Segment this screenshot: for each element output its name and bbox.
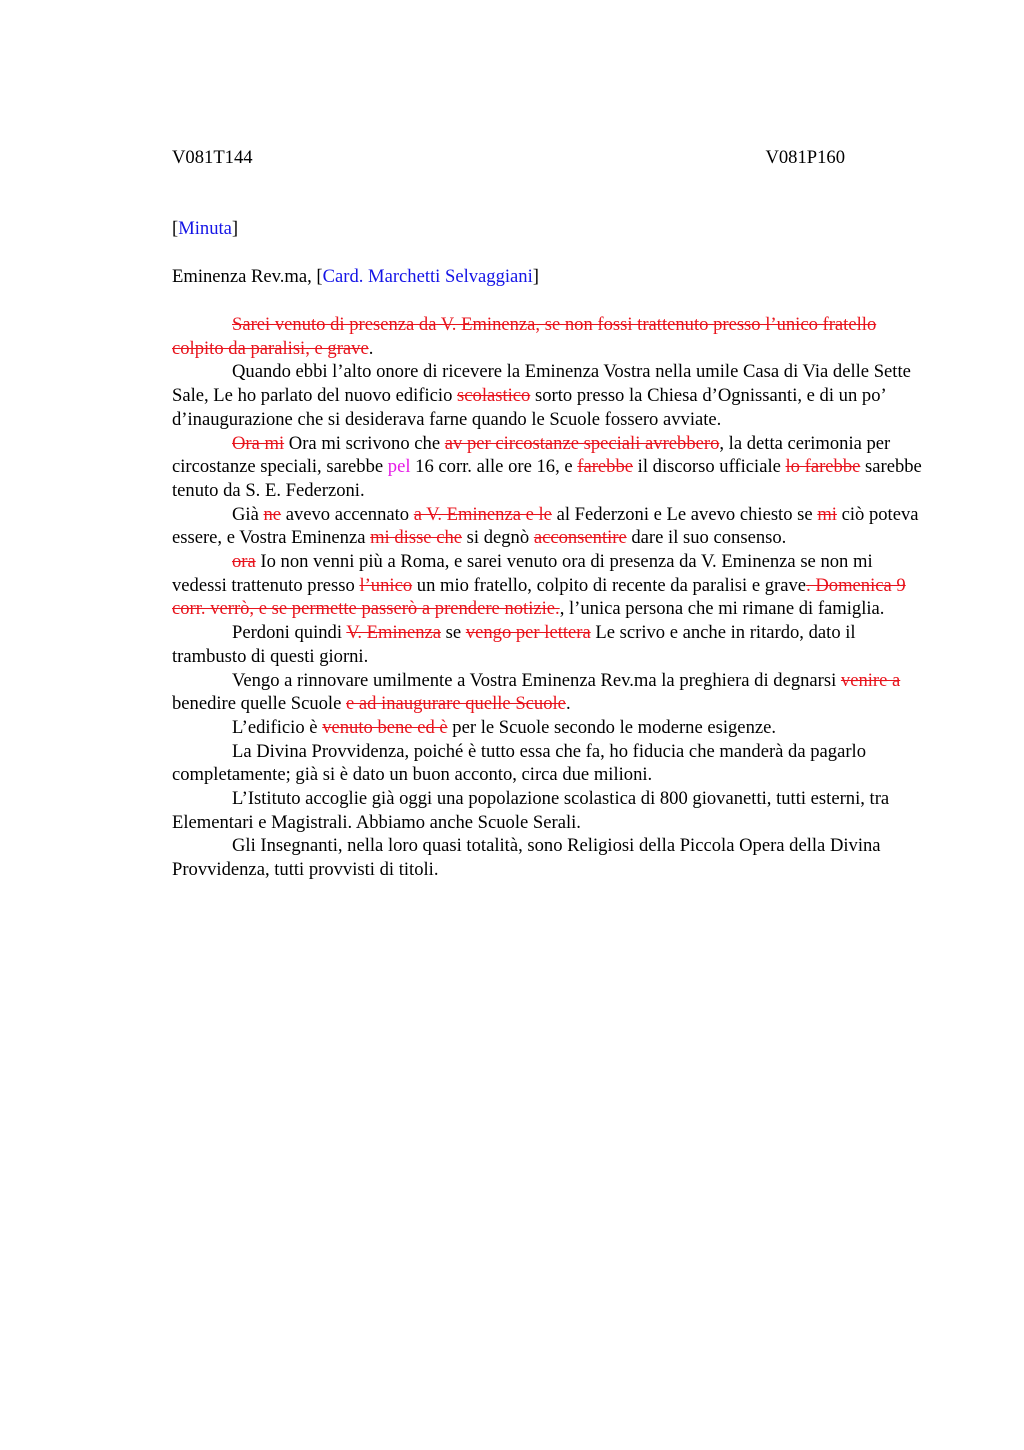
- text-segment: se: [441, 622, 466, 644]
- deleted-text: farebbe: [577, 456, 634, 478]
- recipient-name: Card. Marchetti Selvaggiani: [322, 266, 533, 287]
- deleted-text: mi disse che: [370, 527, 463, 549]
- paragraph: [172, 716, 924, 740]
- paragraph: [172, 503, 924, 550]
- text-segment: Gli Insegnanti, nella loro quasi totalità, sono Religiosi della Piccola Opera della Divina Provvidenza, tutti provvisti di titoli.: [172, 835, 881, 881]
- deleted-text: scolastico: [457, 385, 531, 407]
- minuta-text: Minuta: [178, 218, 232, 239]
- text-segment: , l’unica persona che mi rimane di famiglia.: [559, 598, 885, 620]
- text-segment: per le Scuole secondo le moderne esigenze.: [447, 716, 777, 738]
- deleted-text: av per circostanze speciali avrebbero: [444, 432, 720, 454]
- text-segment: al Federzoni e Le avevo chiesto se: [551, 503, 818, 525]
- paragraph: [172, 787, 924, 834]
- left-code: V081T144: [172, 147, 253, 168]
- text-segment: un mio fratello, colpito di recente da paralisi e grave: [412, 574, 807, 596]
- text-segment: dare il suo consenso.: [626, 527, 787, 549]
- letter-body: [172, 313, 924, 882]
- deleted-text: e ad inaugurare quelle Scuole: [346, 693, 566, 715]
- deleted-text: V. Eminenza: [346, 622, 441, 644]
- text-segment: ciò poteva essere, e Vostra Eminenza: [172, 503, 919, 549]
- text-segment: Io non venni più a Roma, e sarei venuto ora di presenza da V. Eminenza se non mi vedessi trattenuto presso: [172, 551, 873, 596]
- paragraph: [172, 432, 924, 503]
- deleted-text: vengo per lettera: [465, 622, 591, 644]
- text-segment: Già: [232, 503, 264, 525]
- deleted-text: ora: [232, 551, 256, 573]
- deleted-text: l’unico: [359, 574, 413, 596]
- text-segment: sarebbe tenuto da S. E. Federzoni.: [172, 456, 922, 501]
- paragraph: [172, 360, 924, 431]
- text-segment: Vengo a rinnovare umilmente a Vostra Eminenza Rev.ma la preghiera di degnarsi: [232, 669, 841, 691]
- right-code: V081P160: [765, 147, 845, 168]
- text-segment: benedire quelle Scuole: [172, 693, 346, 715]
- text-segment: Quando ebbi l’alto onore di ricevere la Eminenza Vostra nella umile Casa di Via delle Sette Sale, Le ho parlato del nuovo edificio: [172, 361, 911, 407]
- text-segment: .: [565, 693, 571, 715]
- text-segment: 16 corr. alle ore 16, e: [410, 456, 578, 478]
- text-segment: Ora mi scrivono che: [284, 432, 445, 454]
- paragraph: [172, 669, 924, 716]
- salutation: Eminenza Rev.ma, [Card. Marchetti Selvaggiani]: [172, 266, 539, 287]
- text-segment: il discorso ufficiale: [633, 456, 786, 478]
- salutation-text: Eminenza Rev.ma,: [172, 266, 317, 287]
- text-segment: , la detta cerimonia per circostanze speciali, sarebbe: [172, 432, 891, 478]
- deleted-text: mi: [817, 503, 837, 525]
- deleted-text: ne: [263, 503, 282, 525]
- deleted-text: Ora mi: [232, 432, 285, 454]
- minuta-label: [Minuta]: [172, 218, 239, 239]
- deleted-text: venire a: [840, 669, 901, 691]
- inserted-text: pel: [387, 456, 411, 478]
- text-segment: L’edificio è: [232, 716, 323, 738]
- text-segment: L’Istituto accoglie già oggi una popolazione scolastica di 800 giovanetti, tutti esterni, tra Elementari e Magistrali. Abbiamo anche Scuole Serali.: [172, 788, 890, 833]
- deleted-text: venuto bene ed è: [322, 716, 448, 738]
- deleted-text: . Domenica 9 corr. verrò, e se permette passerò a prendere notizie.: [172, 574, 906, 620]
- deleted-text: a V. Eminenza e le: [413, 503, 552, 525]
- paragraph: [172, 550, 924, 621]
- text-segment: si degnò: [462, 527, 534, 549]
- paragraph: [172, 740, 924, 787]
- paragraph: [172, 313, 924, 360]
- text-segment: Le scrivo e anche in ritardo, dato il trambusto di questi giorni.: [172, 622, 856, 667]
- text-segment: sorto presso la Chiesa d’Ognissanti, e di un po’ d’inaugurazione che si desiderava farne quando le Scuole fossero avviate.: [172, 385, 886, 430]
- paragraph: [172, 834, 924, 881]
- paragraph: [172, 621, 924, 668]
- text-segment: Perdoni quindi: [232, 622, 347, 644]
- text-segment: .: [368, 337, 374, 359]
- deleted-text: Sarei venuto di presenza da V. Eminenza, se non fossi trattenuto presso l’unico fratello colpito da paralisi, e grave: [172, 314, 877, 359]
- deleted-text: lo farebbe: [785, 456, 861, 478]
- deleted-text: acconsentire: [533, 527, 627, 549]
- text-segment: avevo accennato: [281, 503, 414, 525]
- text-segment: La Divina Provvidenza, poiché è tutto essa che fa, ho fiducia che manderà da pagarlo completamente; già si è dato un buon acconto, circa due milioni.: [172, 740, 866, 786]
